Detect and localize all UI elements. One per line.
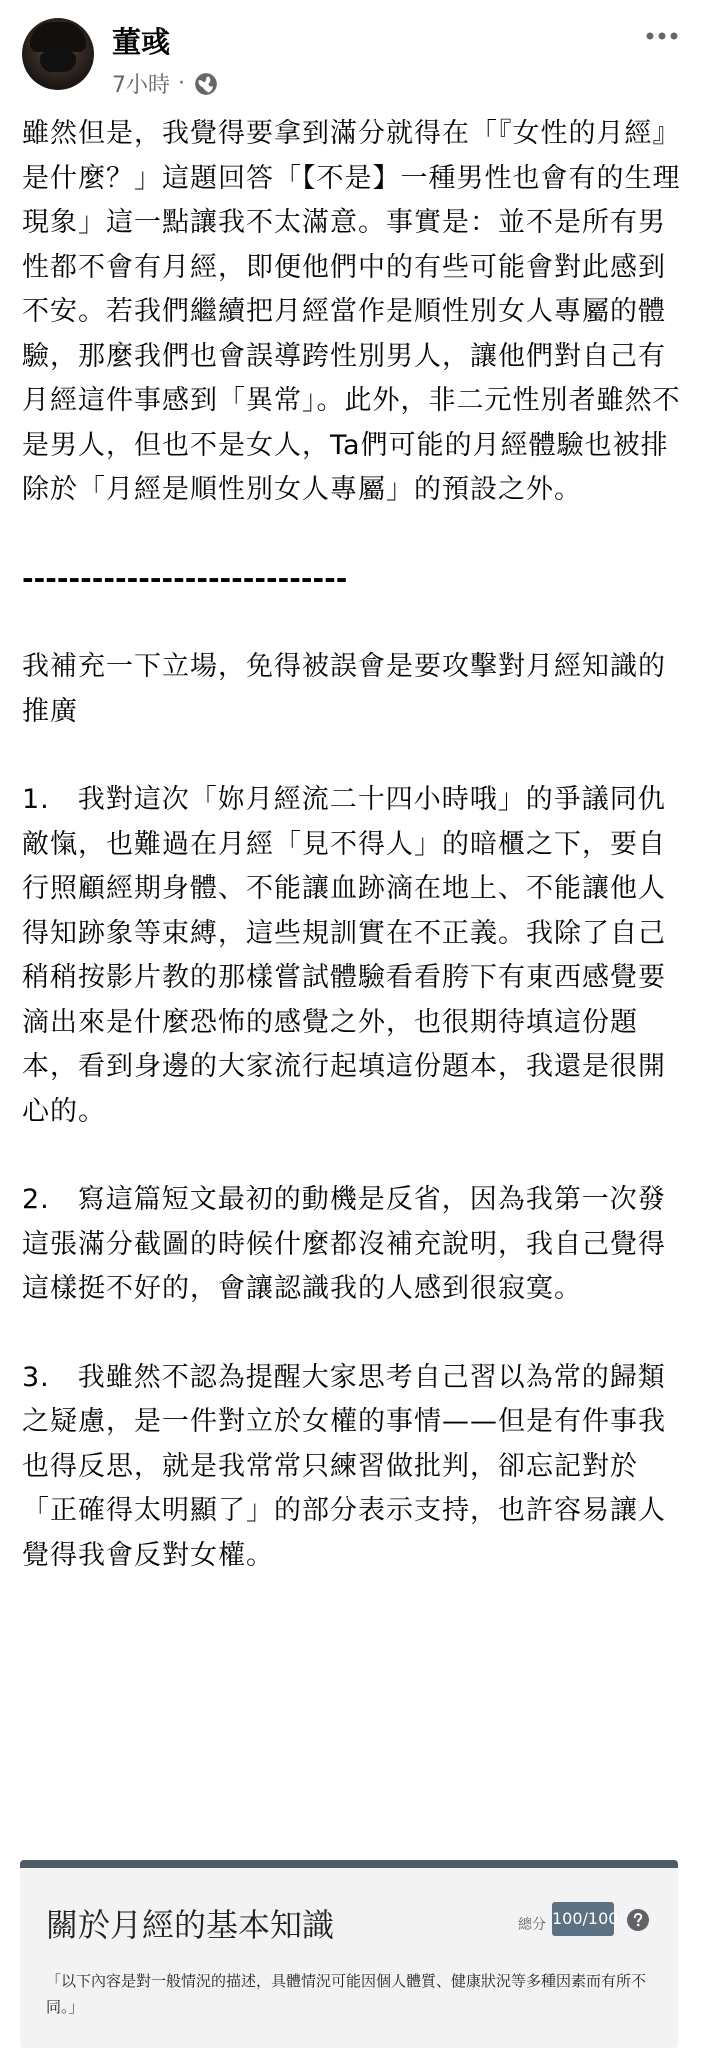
more-options-icon[interactable] [642, 24, 682, 48]
paragraph-gap [22, 734, 682, 778]
question-circle-icon[interactable] [626, 1908, 650, 1932]
paragraph-gap [22, 601, 682, 645]
author-name[interactable]: 董彧 [112, 25, 171, 59]
post-paragraph-point-2: 2. 寫這篇短文最初的動機是反省，因為我第一次發這張滿分截圖的時候什麼都沒補充說明，我自己覺得這樣挺不好的，會讓認識我的人感到很寂寞。 [22, 1184, 666, 1304]
quiz-result-card[interactable] [20, 1860, 678, 2048]
paragraph-gap [22, 1134, 682, 1178]
quiz-note: 「以下內容是對一般情況的描述，具體情況可能因個人體質、健康狀況等多種因素而有所不同。」 [46, 1972, 647, 2016]
avatar[interactable] [22, 18, 94, 90]
post-header [20, 18, 682, 102]
globe-icon[interactable] [193, 71, 219, 97]
post-paragraph-point-3: 3. 我雖然不認為提醒大家思考自己習以為常的歸類之疑慮，是一件對立於女權的事情——但是有件事我也得反思，就是我常常只練習做批判，卻忘記對於「正確得太明顯了」的部分表示支持，也許容易讓人覺得我會反對女權。 [22, 1361, 666, 1571]
quiz-title: 關於月經的基本知識 [46, 1906, 335, 1944]
post-body [22, 112, 682, 1578]
avatar-hair [30, 22, 86, 52]
post-time[interactable]: 7小時 [112, 73, 170, 98]
avatar-mask [40, 52, 76, 72]
post-meta [112, 68, 219, 99]
score-label: 總分 [518, 1917, 546, 1933]
score-badge: 100/100 [552, 1902, 614, 1936]
paragraph-gap [22, 1312, 682, 1356]
post-paragraph-point-1: 1. 我對這次「妳月經流二十四小時哦」的爭議同仇敵愾，也難過在月經「見不得人」的暗櫃之下，要自行照顧經期身體、不能讓血跡滴在地上、不能讓他人得知跡象等束縛，這些規訓實在不正義。我除了自己稍稍按影片教的那樣嘗試體驗看看胯下有東西感覺要滴出來是什麼恐怖的感覺之外，也很期待填這份題本，看到身邊的大家流行起填這份題本，我還是很開心的。 [22, 784, 666, 1127]
post-divider: ---------------------------- [22, 561, 348, 595]
paragraph-gap [22, 513, 682, 557]
meta-separator: · [178, 71, 185, 96]
quiz-card-inner [20, 1868, 678, 2048]
post-paragraph-stance: 我補充一下立場，免得被誤會是要攻擊對月經知識的推廣 [22, 651, 666, 727]
post-paragraph-intro: 雖然但是，我覺得要拿到滿分就得在「『女性的月經』是什麼？」這題回答「【不是】一種男性也會有的生理現象」這一點讓我不太滿意。事實是：並不是所有男性都不會有月經，即便他們中的有些可能會對此感到不安。若我們繼續把月經當作是順性別女人專屬的體驗，那麼我們也會誤導跨性別男人，讓他們對自己有月經這件事感到「異常」。此外，非二元性別者雖然不是男人，但也不是女人，Ta們可能的月經體驗也被排除於「月經是順性別女人專屬」的預設之外。 [22, 118, 681, 505]
